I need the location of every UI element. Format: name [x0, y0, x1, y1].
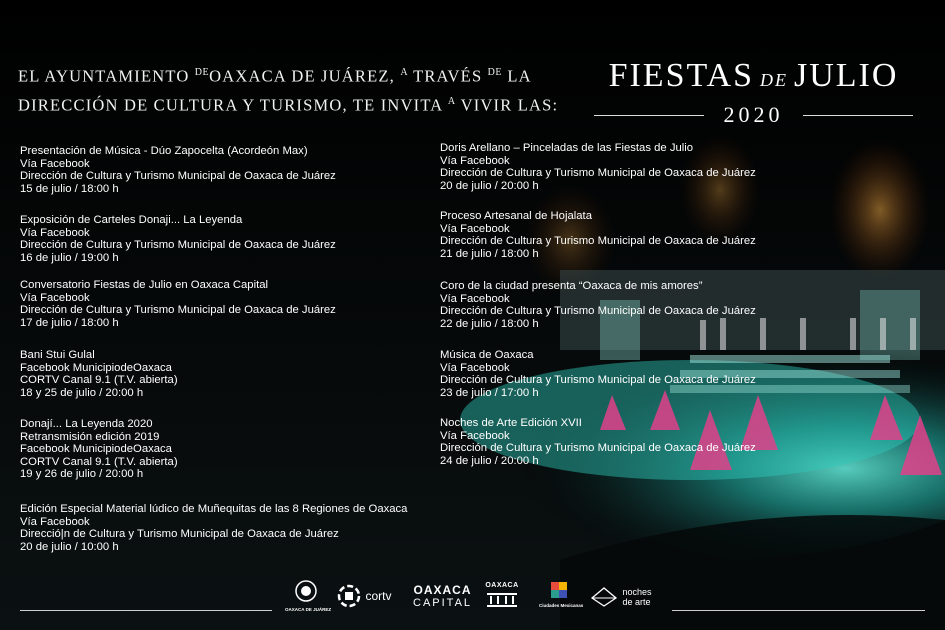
invitation-small-word: A [447, 95, 456, 107]
event-item [20, 503, 450, 553]
event-detail: Dirección de Cultura y Turismo Municipal de Oaxaca de Juárez [20, 304, 336, 316]
event-detail: Facebook MunicipiodeOaxaca [20, 443, 172, 455]
logo-label: de arte [622, 597, 651, 607]
event-detail: Dirección de Cultura y Turismo Municipal de Oaxaca de Juárez [440, 305, 756, 317]
event-detail: Vía Facebook [20, 157, 90, 170]
event-detail: Vía Facebook [440, 292, 510, 305]
logo-label: noches [622, 587, 652, 597]
event-detail: Direcció|n de Cultura y Turismo Municipal de Oaxaca de Juárez [20, 528, 339, 540]
event-date-time: 16 de julio / 19:00 h [20, 251, 119, 264]
invitation-small-word: DE [487, 67, 502, 78]
noches-de-arte-logo [590, 586, 651, 608]
title-fiestas: FIESTAS [608, 57, 754, 94]
event-item [20, 349, 450, 399]
logo-label: Ciudades Mexicanas [539, 603, 584, 608]
event-detail: Vía Facebook [20, 515, 90, 528]
invitation-segment: EL AYUNTAMIENTO [18, 66, 190, 86]
title-main [586, 56, 921, 100]
event-detail: Vía Facebook [440, 154, 510, 167]
event-detail: Vía Facebook [20, 291, 90, 304]
event-title-text: Bani Stui Gulal [20, 349, 95, 361]
event-title-text: Exposición de Carteles Donaji... La Leyenda [20, 214, 243, 226]
event-date-time: 19 y 26 de julio / 20:00 h [20, 468, 144, 480]
event-title [586, 56, 921, 128]
oaxaca-capital-logo [413, 584, 472, 609]
event-date-time: 17 de julio / 18:00 h [20, 316, 119, 329]
ciudades-mexicanas-logo [539, 582, 584, 608]
footer-divider-left [20, 610, 272, 611]
logo-label: CAPITAL [413, 597, 473, 609]
event-detail: Dirección de Cultura y Turismo Municipal de Oaxaca de Juárez [20, 170, 336, 182]
invitation-segment: DIRECCIÓN DE CULTURA Y TURISMO, TE INVITA [18, 95, 443, 114]
event-detail: Vía Facebook [20, 226, 90, 239]
event-detail: CORTV Canal 9.1 (T.V. abierta) [20, 374, 178, 386]
event-item [20, 214, 450, 264]
event-item [20, 279, 450, 329]
heritage-cities-icon [551, 582, 567, 598]
event-title-text: Coro de la ciudad presenta “Oaxaca de mis amores” [440, 280, 703, 292]
invitation-small-word: A [400, 67, 409, 78]
invitation-line-1 [18, 60, 578, 89]
logo-label: OAXACA [485, 582, 519, 589]
logo-label: OAXACA DE JUÁREZ [285, 607, 332, 612]
invitation-segment: OAXACA DE JUÁREZ, [209, 66, 395, 86]
cortv-emblem-icon [337, 584, 361, 608]
logo-label: OAXACA [413, 583, 472, 597]
event-detail: CORTV Canal 9.1 (T.V. abierta) [20, 455, 178, 468]
event-date-time: 21 de julio / 18:00 h [440, 247, 539, 260]
event-item [440, 349, 840, 399]
title-year: 2020 [723, 102, 784, 127]
event-title-text: Doris Arellano – Pinceladas de las Fiestas de Julio [440, 142, 694, 154]
event-date-time: 22 de julio / 18:00 h [440, 317, 539, 330]
title-de: DE [759, 70, 788, 90]
unesco-temple-icon [485, 589, 519, 609]
divider [803, 115, 913, 116]
event-title-text: Conversatorio Fiestas de Julio en Oaxaca Capital [20, 279, 269, 291]
event-detail: Facebook MunicipiodeOaxaca [20, 361, 172, 374]
event-item [20, 145, 450, 195]
footer-divider-right [672, 610, 925, 611]
event-date-time: 20 de julio / 20:00 h [440, 179, 539, 192]
unesco-logo [485, 582, 519, 614]
invitation-segment: TRAVÉS [413, 66, 483, 86]
event-title-text: Presentación de Música - Dúo Zapocelta (Acordeón Max) [20, 145, 308, 157]
event-title-text: Noches de Arte Edición XVII [440, 417, 582, 429]
event-date-time: 18 y 25 de julio / 20:00 h [20, 386, 144, 399]
invitation-small-word: DE [194, 67, 210, 78]
cortv-logo [337, 584, 391, 608]
divider [594, 115, 704, 116]
event-detail: Retransmisión edición 2019 [20, 430, 160, 443]
event-detail: Dirección de Cultura y Turismo Municipal de Oaxaca de Juárez [440, 442, 756, 454]
event-item [440, 280, 840, 330]
event-detail: Vía Facebook [440, 429, 510, 442]
coat-of-arms-icon [293, 580, 319, 602]
event-date-time: 23 de julio / 17:00 h [440, 386, 539, 399]
event-date-time: 20 de julio / 10:00 h [20, 540, 119, 553]
event-detail: Vía Facebook [440, 361, 510, 374]
event-detail: Dirección de Cultura y Turismo Municipal de Oaxaca de Juárez [440, 167, 756, 179]
event-title-text: Edición Especial Material lúdico de Muñequitas de las 8 Regiones de Oaxaca [20, 503, 408, 515]
event-detail: Dirección de Cultura y Turismo Municipal de Oaxaca de Juárez [440, 374, 756, 386]
title-julio: JULIO [793, 57, 899, 94]
invitation-segment: LA [507, 66, 532, 86]
invitation-segment: VIVIR LAS: [460, 95, 559, 114]
oaxaca-de-juarez-logo [285, 580, 332, 612]
event-item [440, 142, 840, 192]
event-detail: Dirección de Cultura y Turismo Municipal de Oaxaca de Juárez [20, 239, 336, 251]
event-item [440, 417, 840, 467]
event-item [20, 418, 450, 481]
sponsor-logos [285, 578, 665, 618]
event-item [440, 210, 840, 260]
event-title-text: Donají... La Leyenda 2020 [20, 418, 153, 430]
event-title-text: Proceso Artesanal de Hojalata [440, 210, 592, 222]
event-detail: Dirección de Cultura y Turismo Municipal de Oaxaca de Juárez [440, 235, 756, 247]
noches-de-arte-icon [590, 586, 618, 608]
logo-label: cortv [365, 589, 392, 603]
event-date-time: 24 de julio / 20:00 h [440, 454, 539, 467]
event-title-text: Música de Oaxaca [440, 349, 534, 361]
invitation-text [18, 60, 578, 117]
title-year-row [586, 102, 921, 128]
invitation-line-2 [18, 89, 578, 118]
event-date-time: 15 de julio / 18:00 h [20, 182, 119, 195]
event-detail: Vía Facebook [440, 222, 510, 235]
